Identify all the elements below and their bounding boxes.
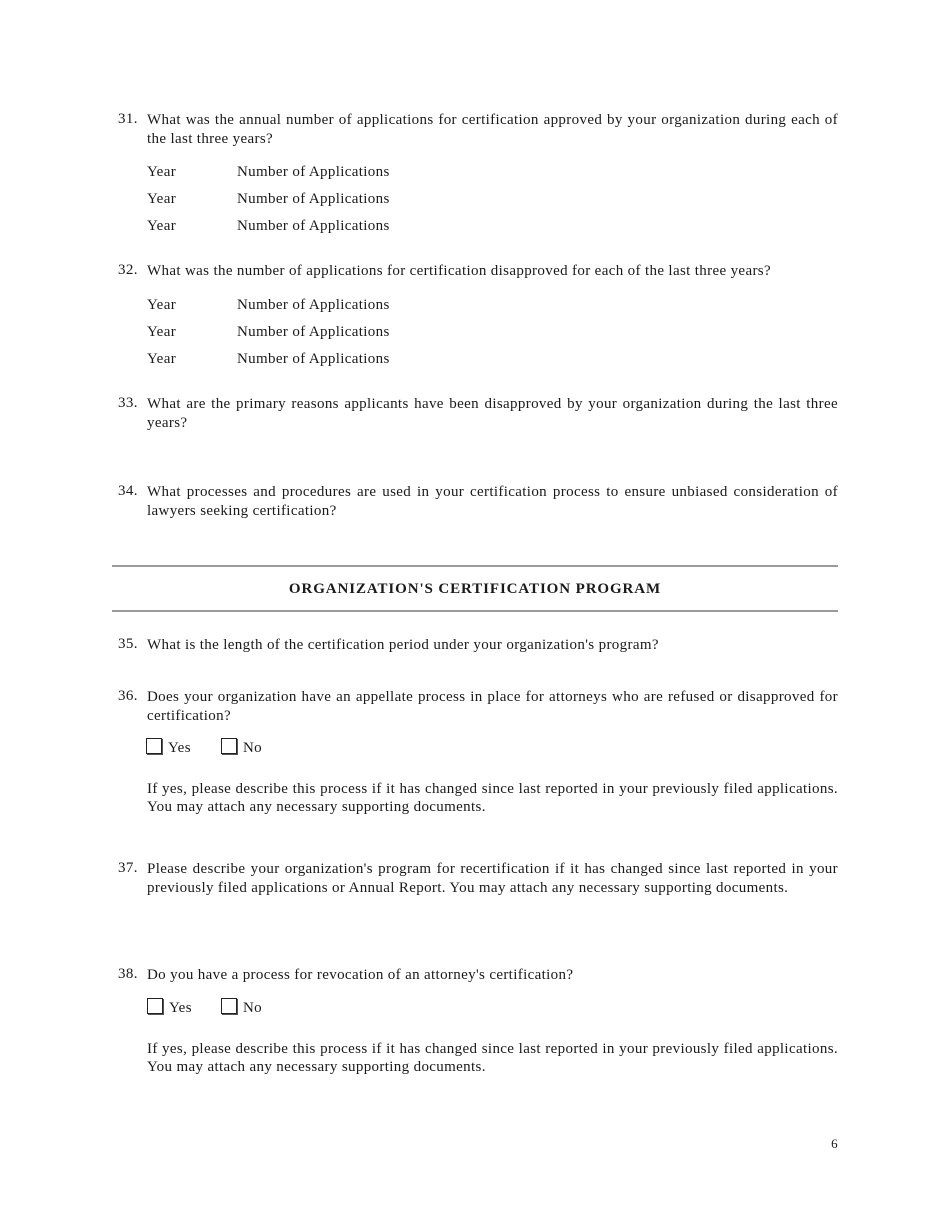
- question-34-number: 34.: [118, 483, 138, 499]
- question-32-text: What was the number of applications for certification disapproved for each of the last three years?: [147, 263, 771, 279]
- q31-applications-label-2: Number of Applications: [237, 191, 390, 207]
- question-37-text: Please describe your organization's program for recertification if it has changed since last reported in your previously filed applications or Annual Report. You may attach any necessary supporting documents.: [147, 861, 838, 896]
- q32-year-label-3: Year: [147, 351, 177, 367]
- q31-applications-label-1: Number of Applications: [237, 164, 390, 180]
- q32-applications-label-3: Number of Applications: [237, 351, 390, 367]
- question-32-number: 32.: [118, 262, 138, 278]
- q36-followup-text: If yes, please describe this process if it has changed since last reported in your previously filed applications. You may attach any necessary supporting documents.: [147, 781, 838, 815]
- section-bottom-divider: [112, 610, 838, 612]
- question-37-number: 37.: [118, 860, 138, 876]
- question-33-text: What are the primary reasons applicants have been disapproved by your organization during the last three years?: [147, 396, 838, 431]
- question-34-text: What processes and procedures are used in your certification process to ensure unbiased consideration of lawyers seeking certification?: [147, 484, 838, 519]
- q31-year-label-1: Year: [147, 164, 177, 180]
- question-36-number: 36.: [118, 688, 138, 704]
- question-36-text: Does your organization have an appellate process in place for attorneys who are refused or disapproved for certification?: [147, 689, 838, 724]
- page-number: 6: [831, 1136, 838, 1151]
- question-33-number: 33.: [118, 395, 138, 411]
- q31-year-label-3: Year: [147, 218, 177, 234]
- question-35-number: 35.: [118, 636, 138, 652]
- q32-applications-label-1: Number of Applications: [237, 297, 390, 313]
- q36-yes-checkbox[interactable]: [146, 738, 162, 754]
- question-38-number: 38.: [118, 966, 138, 982]
- q32-year-label-2: Year: [147, 324, 177, 340]
- q38-no-label: No: [243, 1000, 263, 1016]
- question-31-text: What was the annual number of applications for certification approved by your organization during each of the last three years?: [147, 112, 838, 147]
- q36-no-label: No: [243, 740, 263, 756]
- section-top-divider: [112, 565, 838, 567]
- q31-applications-label-3: Number of Applications: [237, 218, 390, 234]
- q38-yes-checkbox[interactable]: [147, 998, 163, 1014]
- question-35-text: What is the length of the certification period under your organization's program?: [147, 637, 659, 653]
- q32-applications-label-2: Number of Applications: [237, 324, 390, 340]
- q38-yes-label: Yes: [169, 1000, 192, 1016]
- q38-no-checkbox[interactable]: [221, 998, 237, 1014]
- question-38-text: Do you have a process for revocation of an attorney's certification?: [147, 967, 574, 983]
- q31-year-label-2: Year: [147, 191, 177, 207]
- q32-year-label-1: Year: [147, 297, 177, 313]
- question-31-number: 31.: [118, 111, 138, 127]
- q38-followup-text: If yes, please describe this process if it has changed since last reported in your previously filed applications. You may attach any necessary supporting documents.: [147, 1041, 838, 1075]
- q36-no-checkbox[interactable]: [221, 738, 237, 754]
- q36-yes-label: Yes: [168, 740, 191, 756]
- section-title: ORGANIZATION'S CERTIFICATION PROGRAM: [288, 581, 662, 597]
